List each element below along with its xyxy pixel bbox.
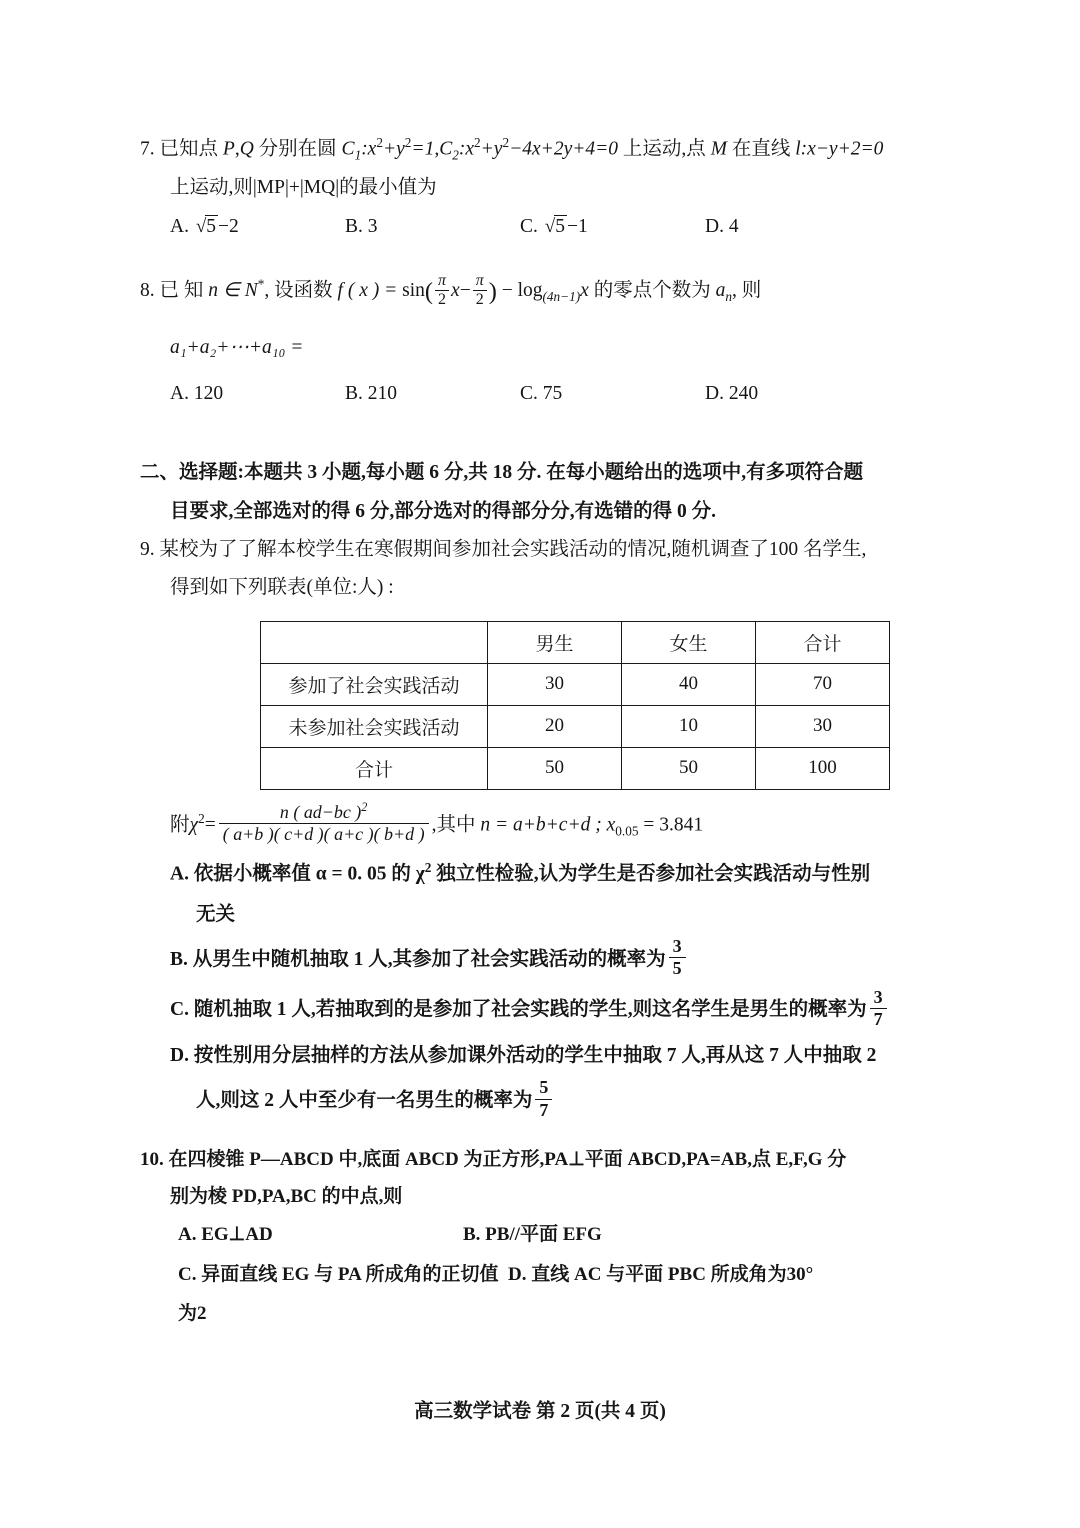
q10-option-b[interactable]: B. PB//平面 EFG (463, 1223, 602, 1245)
q8-option-a-text: 120 (193, 382, 224, 404)
question-7 (140, 130, 940, 246)
q8-condition: n ∈ N (208, 279, 258, 301)
q9-option-d-fraction: $\frac{5}{7}$ (535, 1077, 552, 1121)
q8-tail-2: , 则 (731, 279, 762, 301)
table-cell-r0c0: 参加了社会实践活动 (261, 663, 488, 705)
question-9 (140, 531, 940, 1127)
q9-option-d[interactable] (140, 1036, 940, 1076)
q9-option-a[interactable] (140, 854, 940, 894)
table-header-cell-3: 合计 (756, 621, 890, 663)
contingency-table (260, 621, 890, 790)
question-10-line-2: 别为棱 PD,PA,BC 的中点,则 (170, 1185, 403, 1207)
table-cell-r2c2: 50 (622, 747, 756, 789)
formula-numerator: n ( ad−bc )$^2$ (279, 799, 368, 822)
q9-option-c-fraction: $\frac{3}{7}$ (870, 987, 887, 1031)
table-row (261, 705, 890, 747)
q7-option-a[interactable]: A. √5 −2 (170, 207, 345, 246)
q7-var-P: P (222, 138, 235, 160)
table-cell-r0c3: 70 (756, 663, 890, 705)
q7-sup-3: 2 (474, 135, 481, 150)
question-9-line-1: 9. 某校为了了解本校学生在寒假期间参加社会实践活动的情况,随机调查了100 名学生, (140, 538, 867, 560)
q7-expr-5: +y (480, 138, 503, 160)
q7-option-d[interactable] (705, 207, 855, 246)
page-footer: 高三数学试卷 第 2 页(共 4 页) (414, 1401, 666, 1422)
q7-text-b: 分别在圆 (253, 138, 342, 160)
q9-option-a-text-2: 独立性检验,认为学生是否参加社会实践活动与性别 (431, 863, 871, 885)
q7-var-l: l (795, 138, 801, 160)
q8-option-d-text: 240 (728, 382, 759, 404)
table-cell-r1c2: 10 (622, 705, 756, 747)
table-row (261, 747, 890, 789)
formula-cond: n = a+b+c+d ; x (480, 814, 616, 836)
q8-an-sub: n (725, 288, 732, 304)
q8-mid: , 设函数 (264, 279, 338, 301)
q8-log-arg: x (580, 279, 589, 301)
q7-expr-6: −4x+2y+4=0 (509, 138, 619, 160)
question-8 (140, 260, 940, 413)
question-10 (140, 1141, 940, 1335)
table-cell-r0c1: 30 (488, 663, 622, 705)
table-cell-r2c3: 100 (756, 747, 890, 789)
q7-option-b-text: 3 (367, 215, 378, 237)
q8-frac-1: $\frac{\pi}{2}$ (435, 272, 449, 309)
q7-option-b-label: B. (345, 215, 363, 237)
table-header-cell-0 (261, 621, 488, 663)
formula-chi: χ (189, 814, 199, 836)
table-row (261, 663, 890, 705)
q7-option-c[interactable]: C. √5 −1 (520, 207, 705, 246)
question-8-line-1 (140, 260, 940, 323)
q8-minus: − (459, 279, 471, 301)
question-9-line-2: 得到如下列联表(单位:人) : (170, 576, 394, 598)
q10-option-c[interactable]: C. 异面直线 EG 与 PA 所成角的正切值为2 (178, 1263, 499, 1325)
q7-text-c: 上运动,点 (618, 138, 711, 160)
q7-sub-2: 2 (452, 147, 459, 163)
q9-option-a-sup: 2 (424, 860, 432, 876)
q7-expr-7: :x−y+2=0 (800, 138, 884, 160)
q8-lead: 8. 已 知 (140, 279, 209, 301)
q9-option-a-cont: 无关 (196, 903, 236, 925)
formula-prefix: 附 (170, 814, 190, 836)
q9-option-c[interactable] (140, 985, 940, 1036)
q8-option-b-text: 210 (367, 382, 398, 404)
q10-option-d[interactable]: D. 直线 AC 与平面 PBC 所成角为30° (508, 1263, 814, 1285)
table-cell-r1c1: 20 (488, 705, 622, 747)
q8-condition-sup: * (257, 276, 265, 292)
q7-comma: , (234, 138, 240, 160)
q8-option-c-label: C. (520, 382, 538, 404)
q7-sup-4: 2 (502, 135, 510, 150)
q9-option-d-cont (140, 1076, 940, 1127)
q9-option-b[interactable] (140, 935, 940, 986)
q7-sup-2: 2 (404, 135, 412, 150)
q8-option-c[interactable] (520, 374, 705, 413)
formula-suffix: ,其中 (431, 814, 481, 836)
q8-option-a[interactable] (170, 374, 345, 413)
table-header-cell-1: 男生 (488, 621, 622, 663)
q8-fx: f ( x ) = (337, 279, 403, 301)
formula-eq: = (204, 814, 216, 836)
table-cell-r1c3: 30 (756, 705, 890, 747)
q7-expr-1: :x (361, 138, 377, 160)
question-8-options (140, 374, 940, 413)
formula-cond-val: = 3.841 (638, 814, 704, 836)
table-header-cell-2: 女生 (622, 621, 756, 663)
q7-option-d-label: D. (705, 215, 724, 237)
question-10-line-1: 10. 在四棱锥 P—ABCD 中,底面 ABCD 为正方形,PA⊥平面 ABCD,PA=AB,点 E,F,G 分 (140, 1148, 847, 1170)
q9-option-c-text: C. 随机抽取 1 人,若抽取到的是参加了社会实践的学生,则这名学生是男生的概率为 (170, 999, 867, 1021)
q9-option-b-fraction: $\frac{3}{5}$ (669, 936, 686, 980)
formula-fraction (219, 800, 429, 846)
q7-option-a-label: A. (170, 215, 189, 237)
sqrt-icon: √5 (544, 215, 565, 237)
q7-var-M: M (710, 138, 727, 160)
formula-chi-sup: 2 (198, 810, 205, 826)
q8-option-b-label: B. (345, 382, 363, 404)
page-content (140, 130, 940, 1340)
formula-denominator: ( a+b )( c+d )( a+c )( b+d ) (219, 823, 429, 846)
q8-var-x: x (451, 279, 460, 301)
question-7-line-2: 上运动,则|MP|+|MQ|的最小值为 (170, 176, 437, 198)
q7-text-a: 7. 已知点 (140, 138, 223, 160)
q8-option-d[interactable] (705, 374, 855, 413)
section-2-line-2: 目要求,全部选对的得 6 分,部分选对的得部分分,有选错的得 0 分. (170, 500, 717, 522)
question-7-options (140, 207, 940, 246)
q8-log: log (517, 279, 543, 301)
question-8-line-2: a₁+a₂+⋯+a₁₀ = (170, 336, 304, 358)
section-2-heading (140, 453, 940, 531)
q7-var-Q: Q (239, 138, 254, 160)
q7-option-c-label: C. (520, 215, 538, 237)
q7-expr-3: =1, (411, 138, 440, 160)
q9-option-b-text: B. 从男生中随机抽取 1 人,其参加了社会实践活动的概率为 (170, 948, 666, 970)
table-cell-r0c2: 40 (622, 663, 756, 705)
chi-square-formula (140, 800, 940, 848)
q8-option-c-text: 75 (542, 382, 563, 404)
q8-option-d-label: D. (705, 382, 724, 404)
q7-expr-4: :x (458, 138, 475, 160)
question-10-options-row-2 (140, 1255, 940, 1335)
q8-paren-close: ) (488, 277, 497, 305)
table-header-row (261, 621, 890, 663)
q9-option-d-text-1: D. 按性别用分层抽样的方法从参加课外活动的学生中抽取 7 人,再从这 7 人中抽取 2 (170, 1044, 877, 1066)
table-cell-r2c0: 合计 (261, 747, 488, 789)
sqrt-icon: √5 (195, 215, 217, 237)
q9-option-a-text-1: A. 依据小概率值 α = 0. 05 的 χ (170, 863, 425, 885)
q7-var-C2: C (439, 138, 453, 160)
table-cell-r1c0: 未参加社会实践活动 (261, 705, 488, 747)
q8-sin: sin (402, 279, 425, 301)
question-10-options-row-1 (140, 1215, 940, 1255)
q8-minus-2: − (501, 279, 513, 301)
q7-option-d-text: 4 (728, 215, 739, 237)
q8-option-b[interactable] (345, 374, 520, 413)
q7-sub-1: 1 (354, 147, 362, 163)
question-7-line-1 (140, 130, 940, 169)
q8-tail: 的零点个数为 (588, 279, 716, 301)
table-cell-r2c1: 50 (488, 747, 622, 789)
q10-option-a[interactable]: A. EG⊥AD (178, 1223, 273, 1245)
q7-var-C: C (341, 138, 355, 160)
section-2-line-1: 二、选择题:本题共 3 小题,每小题 6 分,共 18 分. 在每小题给出的选项中,有多项符合题 (140, 461, 864, 483)
q7-expr-2: +y (382, 138, 405, 160)
q8-option-a-label: A. (170, 382, 189, 404)
formula-cond-sub: 0.05 (615, 823, 639, 839)
q8-an: a (715, 279, 726, 301)
q7-text-d: 在直线 (726, 138, 796, 160)
q9-option-d-text-2: 人,则这 2 人中至少有一名男生的概率为 (196, 1089, 533, 1111)
q7-sup-1: 2 (376, 135, 383, 150)
q8-frac-2: $\frac{\pi}{2}$ (473, 272, 487, 309)
q7-option-b[interactable] (345, 207, 520, 246)
q8-paren-open: ( (424, 277, 434, 305)
q8-log-sub: (4n−1) (542, 288, 581, 304)
